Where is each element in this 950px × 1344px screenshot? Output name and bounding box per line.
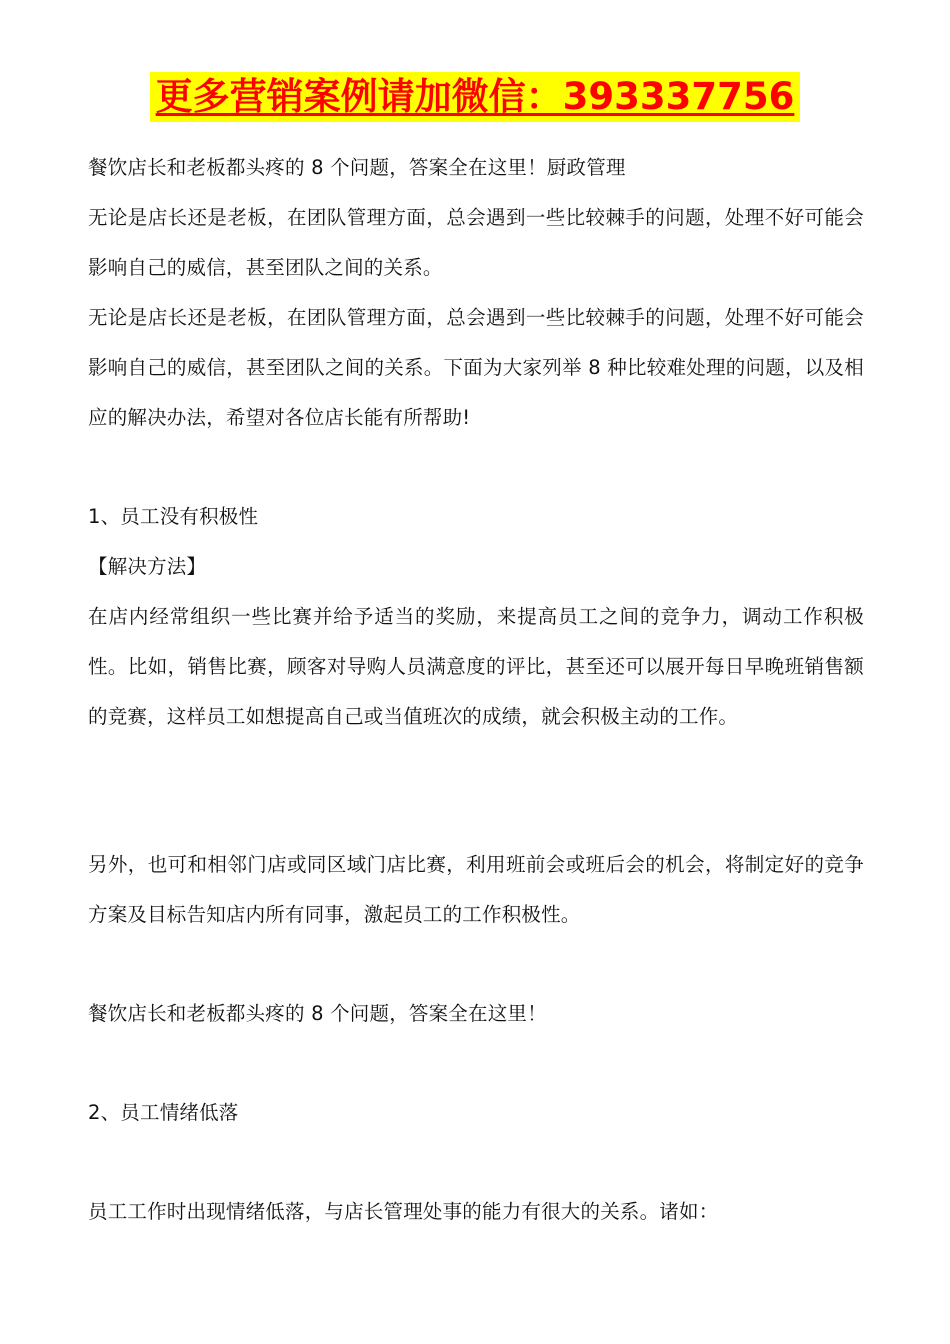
article-title-line: 餐饮店长和老板都头疼的 8 个问题，答案全在这里！厨政管理 [88,156,626,179]
intro-paragraph-2: 无论是店长还是老板，在团队管理方面，总会遇到一些比较棘手的问题，处理不好可能会影响自己的威信，甚至团队之间的关系。下面为大家列举 8 种比较难处理的问题，以及相应的解决办法，希望对各位店长能有所帮助! [88,306,864,429]
intro-paragraph-1: 无论是店长还是老板，在团队管理方面，总会遇到一些比较棘手的问题，处理不好可能会影响自己的威信，甚至团队之间的关系。 [88,206,864,279]
section-1-body-1: 在店内经常组织一些比赛并给予适当的奖励，来提高员工之间的竞争力，调动工作积极性。比如，销售比赛，顾客对导购人员满意度的评比，甚至还可以展开每日早晚班销售额的竞赛，这样员工如想提高自己或当值班次的成绩，就会积极主动的工作。 [88,605,864,728]
promo-banner: 更多营销案例请加微信：393337756 [150,72,801,122]
section-1-solution-label: 【解决方法】 [88,555,207,578]
section-2-heading: 2、员工情绪低落 [88,1101,239,1124]
section-1-body-2: 另外，也可和相邻门店或同区域门店比赛，利用班前会或班后会的机会，将制定好的竞争方案及目标告知店内所有同事，激起员工的工作积极性。 [88,853,864,926]
repeat-title-line: 餐饮店长和老板都头疼的 8 个问题，答案全在这里！ [88,1002,547,1025]
section-2-body: 员工工作时出现情绪低落，与店长管理处事的能力有很大的关系。诸如： [88,1200,719,1223]
promo-banner-wrap [0,72,950,122]
section-1-heading: 1、员工没有积极性 [88,505,259,528]
